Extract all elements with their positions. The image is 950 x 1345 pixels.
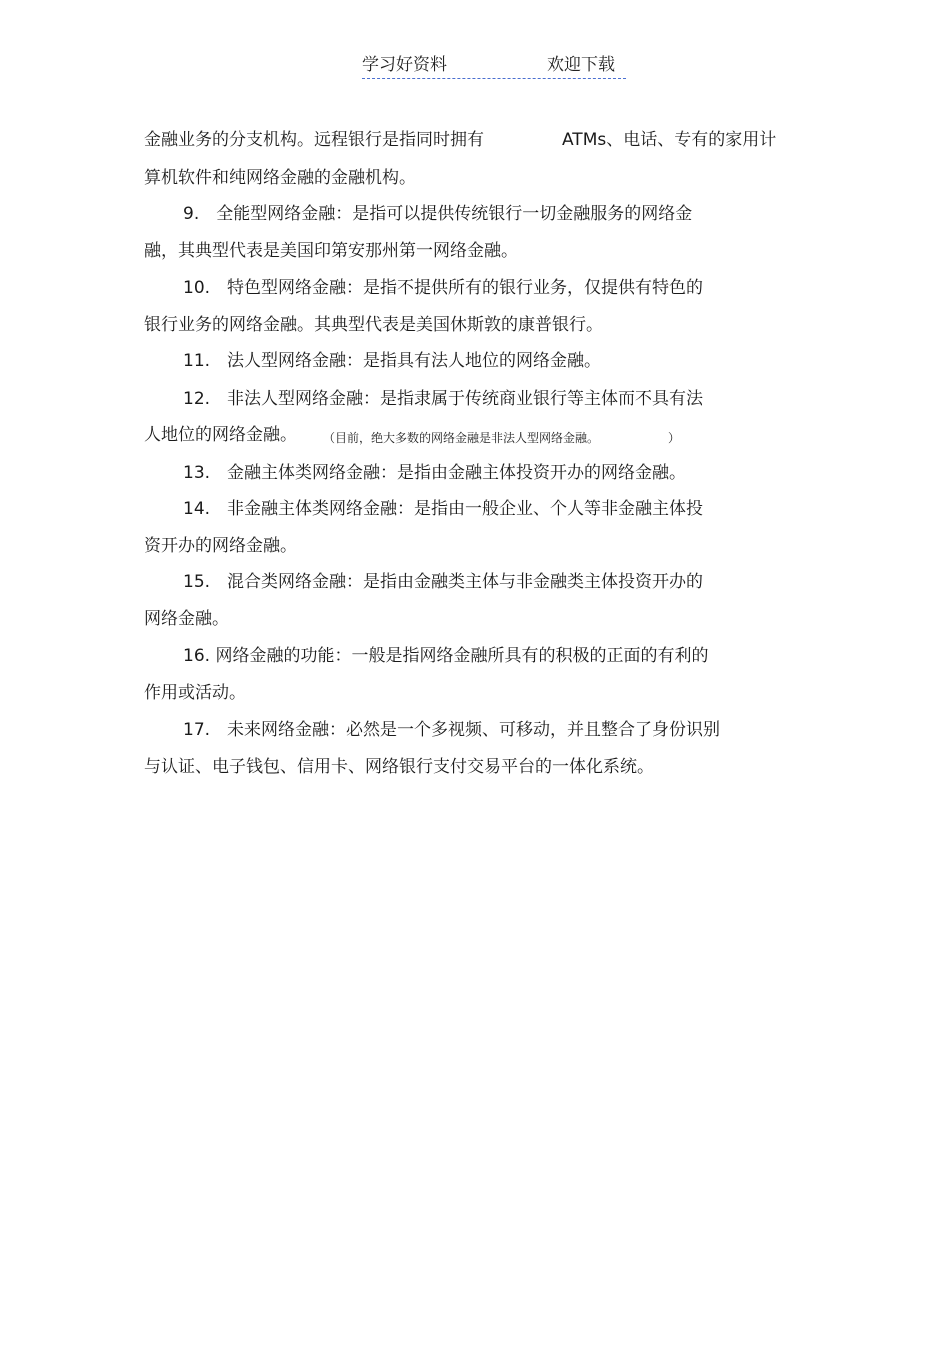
- header-right-text: 欢迎下载: [547, 55, 615, 75]
- item-14-line-2: 资开办的网络金融。: [144, 536, 297, 556]
- text-line-2: 算机软件和纯网络金融的金融机构。: [144, 168, 416, 188]
- item-12-note: （目前，绝大多数的网络金融是非法人型网络金融。: [323, 431, 600, 445]
- item-11-line-1: 11. 法人型网络金融：是指具有法人地位的网络金融。: [183, 351, 602, 371]
- page-header: [362, 54, 626, 79]
- item-9-line-2: 融，其典型代表是美国印第安那州第一网络金融。: [144, 241, 518, 261]
- header-left-text: 学习好资料: [362, 55, 447, 75]
- item-9-line-1: 9. 全能型网络金融：是指可以提供传统银行一切金融服务的网络金: [183, 204, 693, 224]
- item-15-line-2: 网络金融。: [144, 609, 229, 629]
- item-16-line-2: 作用或活动。: [144, 683, 246, 703]
- item-10-line-1: 10. 特色型网络金融：是指不提供所有的银行业务，仅提供有特色的: [183, 278, 704, 298]
- item-17-line-1: 17. 未来网络金融：必然是一个多视频、可移动，并且整合了身份识别: [183, 720, 721, 740]
- item-12-line-1: 12. 非法人型网络金融：是指隶属于传统商业银行等主体而不具有法: [183, 389, 704, 409]
- item-13-line-1: 13. 金融主体类网络金融：是指由金融主体投资开办的网络金融。: [183, 463, 687, 483]
- text-line-1-a: 金融业务的分支机构。远程银行是指同时拥有: [144, 130, 484, 150]
- text-line-1-atms: [562, 129, 776, 151]
- item-16-line-1: 16. 网络金融的功能：一般是指网络金融所具有的积极的正面的有利的: [183, 646, 709, 666]
- item-12-note-close: ）: [668, 431, 681, 445]
- atms-text: ATMs: [562, 130, 607, 150]
- item-12-line-2: 人地位的网络金融。: [144, 425, 297, 445]
- item-10-line-2: 银行业务的网络金融。其典型代表是美国休斯敦的康普银行。: [144, 315, 603, 335]
- item-17-line-2: 与认证、电子钱包、信用卡、网络银行支付交易平台的一体化系统。: [144, 757, 654, 777]
- text-line-1-c: 、电话、专有的家用计: [606, 130, 777, 150]
- text-line-1: [144, 129, 484, 151]
- item-15-line-1: 15. 混合类网络金融：是指由金融类主体与非金融类主体投资开办的: [183, 572, 704, 592]
- item-14-line-1: 14. 非金融主体类网络金融：是指由一般企业、个人等非金融主体投: [183, 499, 704, 519]
